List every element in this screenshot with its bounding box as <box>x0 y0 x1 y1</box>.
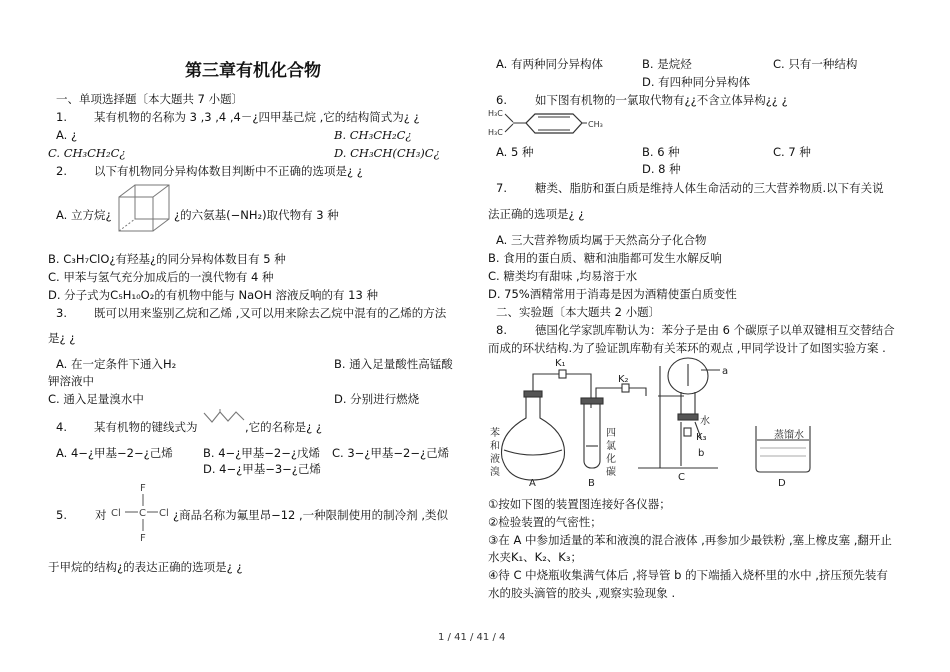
skeletal-formula-figure <box>203 408 245 426</box>
q4-option-b: B. 4−¿甲基−2−¿戊烯 <box>203 446 320 460</box>
q3-number: 3. <box>56 306 67 320</box>
q5-number: 5. <box>56 508 67 522</box>
diagram-label-ccl4-4: 碳 <box>606 467 616 478</box>
q8-step-3: ③在 A 中参加适量的苯和液溴的混合液体 ,再参加少最铁粉 ,塞上橡皮塞 ,翻开止 <box>488 533 892 547</box>
q4-option-c: C. 3−¿甲基−2−¿己烯 <box>332 446 450 460</box>
q5-stem-suffix: ¿商品名称为氟里昂−12 ,一种限制使用的制冷剂 ,类似 <box>173 508 448 522</box>
q8-number: 8. <box>496 323 507 337</box>
diagram-label-A: A <box>529 478 536 488</box>
diagram-label-a: a <box>722 366 729 377</box>
q6-stem: 如下图有机物的一氯取代物有¿¿不含立体异构¿¿ ¿ <box>535 93 788 107</box>
diagram-label-C: C <box>678 472 685 483</box>
q2-option-b: B. C₃H₇ClO¿有羟基¿的同分异构体数目有 5 种 <box>48 252 286 266</box>
q8-step-1: ①按如下图的装置图连接好各仪器； <box>488 497 671 511</box>
q8-stem-line2: 而成的环状结构.为了验证凯库勒有关苯环的观点 ,甲同学设计了如图实验方案 . <box>488 341 886 355</box>
q6-option-d: D. 8 种 <box>642 162 681 176</box>
freon-atom-bottom: F <box>140 533 146 544</box>
q4-option-a: A. 4−¿甲基−2−¿己烯 <box>56 446 173 460</box>
q1-option-a: A. ¿ <box>56 128 78 142</box>
q8-step-2: ②检验装置的气密性； <box>488 515 602 529</box>
q7-option-b: B. 食用的蛋白质、糖和油脂都可发生水解反响 <box>488 251 722 265</box>
diagram-label-D: D <box>778 478 786 488</box>
q2-option-a-prefix: A. 立方烷¿ <box>56 208 112 222</box>
q4-option-d: D. 4−¿甲基−3−¿己烯 <box>203 462 321 476</box>
q1-option-c: C. CH₃CH₂C¿ <box>48 146 126 160</box>
q5-option-a: A. 有两种同分异构体 <box>496 57 603 71</box>
mol-ch3-bottom: H₃C <box>488 128 503 137</box>
q6-option-c: C. 7 种 <box>773 145 811 159</box>
q3-option-d: D. 分别进行燃烧 <box>334 392 420 406</box>
q3-stem-line1: 既可以用来鉴别乙烷和乙烯 ,又可以用来除去乙烷中混有的乙烯的方法 <box>94 306 447 320</box>
diagram-label-benzene-3: 液 <box>490 454 500 465</box>
section-heading-experiment: 二、实验题〔本大题共 2 小题〕 <box>496 305 661 319</box>
freon-atom-center: C <box>139 508 146 519</box>
q1-stem: 某有机物的名称为 3 ,3 ,4 ,4－¿四甲基己烷 ,它的结构简式为¿ ¿ <box>94 110 420 124</box>
q1-option-d: D. CH₃CH(CH₃)C¿ <box>334 146 440 160</box>
q8-step-4-continued: 水的胶头滴管的胶头 ,观察实验现象 . <box>488 586 676 600</box>
q7-option-a: A. 三大营养物质均属于天然高分子化合物 <box>496 233 707 247</box>
q7-option-d: D. 75%酒精常用于消毒是因为酒精使蛋白质变性 <box>488 287 737 301</box>
q2-option-d: D. 分子式为C₅H₁₀O₂的有机物中能与 NaOH 溶液反响的有 13 种 <box>48 288 378 302</box>
diagram-label-distilled-water: 蒸馏水 <box>774 430 804 441</box>
freon-structure-figure <box>110 480 174 544</box>
page-title: 第三章有机化合物 <box>185 61 321 81</box>
q7-option-c: C. 糖类均有甜味 ,均易溶于水 <box>488 269 638 283</box>
diagram-label-ccl4-2: 氯 <box>606 441 616 452</box>
q5-stem-line2: 于甲烷的结构¿的表达正确的选项是¿ ¿ <box>48 560 243 574</box>
q4-number: 4. <box>56 420 67 434</box>
diagram-label-k1: K₁ <box>555 358 566 369</box>
freon-atom-top: F <box>140 483 146 494</box>
diagram-label-ccl4-1: 四 <box>606 428 616 439</box>
q5-option-d: D. 有四种同分异构体 <box>642 75 751 89</box>
q8-step-3-continued: 水夹K₁、K₂、K₃； <box>488 550 582 564</box>
q5-stem-prefix: 对 <box>95 508 107 522</box>
q4-stem-prefix: 某有机物的键线式为 <box>94 420 198 434</box>
diagram-label-k3: K₃ <box>696 432 707 443</box>
q3-option-a: A. 在一定条件下通入H₂ <box>56 357 177 371</box>
page-footer: 1 / 41 / 41 / 4 <box>438 632 506 643</box>
freon-atom-left: Cl <box>111 508 121 519</box>
q3-option-c: C. 通入足量溴水中 <box>48 392 144 406</box>
mol-ch3-top: H₃C <box>488 109 503 118</box>
q2-stem: 以下有机物同分异构体数目判断中不正确的选项是¿ ¿ <box>94 164 363 178</box>
q1-option-b: B. CH₃CH₂C¿ <box>334 128 412 142</box>
diagram-label-water: 水 <box>700 416 710 427</box>
q2-option-c: C. 甲苯与氢气充分加成后的一溴代物有 4 种 <box>48 270 274 284</box>
freon-atom-right: Cl <box>159 508 169 519</box>
q6-number: 6. <box>496 93 507 107</box>
apparatus-diagram <box>488 356 828 488</box>
q2-number: 2. <box>56 164 67 178</box>
q7-number: 7. <box>496 181 507 195</box>
q3-stem-line2: 是¿ ¿ <box>48 331 76 345</box>
q8-step-4: ④待 C 中烧瓶收集满气体后 ,将导管 b 的下端插入烧杯里的水中 ,挤压预先装有 <box>488 568 888 582</box>
q3-option-b: B. 通入足量酸性高锰酸 <box>334 357 453 371</box>
q5-option-c: C. 只有一种结构 <box>773 57 858 71</box>
mol-ch3-right: CH₃ <box>588 120 603 129</box>
diagram-label-k2: K₂ <box>618 374 629 385</box>
diagram-label-benzene-4: 溴 <box>490 467 500 478</box>
section-heading-choice: 一、单项选择题〔本大题共 7 小题〕 <box>56 92 244 106</box>
q2-option-a-suffix: ¿的六氨基(−NH₂)取代物有 3 种 <box>174 208 339 222</box>
q5-option-b: B. 是烷烃 <box>642 57 692 71</box>
q6-option-b: B. 6 种 <box>642 145 680 159</box>
diagram-label-benzene-1: 苯 <box>490 428 500 439</box>
q4-stem-suffix: ,它的名称是¿ ¿ <box>245 420 323 434</box>
cubane-figure <box>117 183 173 235</box>
q8-stem-line1: 德国化学家凯库勒认为：苯分子是由 6 个碳原子以单双键相互交替结合 <box>535 323 895 337</box>
molecule-figure <box>488 104 608 144</box>
q1-number: 1. <box>56 110 67 124</box>
diagram-label-b: b <box>698 448 705 459</box>
q3-option-b-continued: 钾溶液中 <box>48 374 94 388</box>
q7-stem-line2: 法正确的选项是¿ ¿ <box>488 207 585 221</box>
diagram-label-ccl4-3: 化 <box>606 454 616 465</box>
diagram-label-benzene-2: 和 <box>490 441 500 452</box>
q7-stem-line1: 糖类、脂肪和蛋白质是维持人体生命活动的三大营养物质.以下有关说 <box>535 181 884 195</box>
q6-option-a: A. 5 种 <box>496 145 534 159</box>
diagram-label-B: B <box>588 478 595 488</box>
